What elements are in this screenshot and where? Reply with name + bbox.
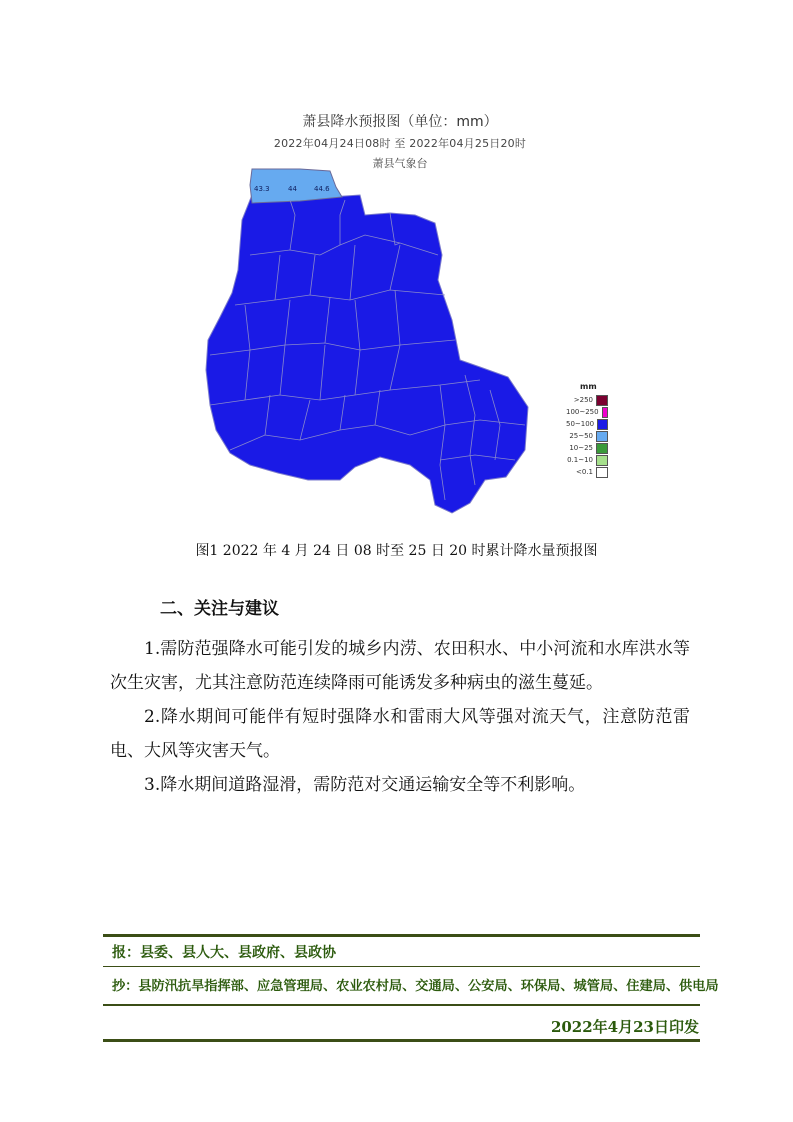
map-legend — [566, 382, 608, 478]
map-time-range: 2022年04月24日08时 至 2022年04月25日20时 — [273, 137, 527, 150]
legend-label: 50~100 — [566, 420, 595, 428]
legend-label: <0.1 — [576, 468, 593, 476]
legend-swatch — [596, 443, 608, 454]
legend-row — [566, 430, 608, 442]
figure-caption: 图1 2022 年 4 月 24 日 08 时至 25 日 20 时累计降水量预报图 — [195, 543, 598, 559]
recommendations — [110, 632, 690, 802]
map-value-3: 44.6 — [314, 185, 330, 193]
legend-row — [566, 406, 608, 418]
report-to: 报：县委、县人大、县政府、县政协 — [112, 945, 336, 961]
map-source: 萧县气象台 — [372, 157, 428, 170]
legend-label: >250 — [573, 396, 593, 404]
legend-row — [566, 442, 608, 454]
map-value-1: 43.3 — [254, 185, 270, 193]
legend-swatch — [596, 431, 608, 442]
county-region-main — [206, 195, 528, 513]
legend-swatch — [596, 467, 608, 478]
issue-date: 2022年4月23日印发 — [550, 1018, 699, 1036]
footer-mid-rule-1 — [103, 966, 700, 967]
section-heading: 二、关注与建议 — [160, 599, 279, 619]
map-title: 萧县降水预报图（单位：mm） — [302, 114, 498, 130]
legend-swatch — [596, 455, 608, 466]
legend-unit: mm — [580, 382, 597, 391]
footer-mid-rule-2 — [103, 1004, 700, 1006]
legend-label: 10~25 — [569, 444, 593, 452]
legend-swatch — [602, 407, 608, 418]
legend-label: 100~250 — [566, 408, 599, 416]
copy-to: 抄：县防汛抗旱指挥部、应急管理局、农业农村局、交通局、公安局、环保局、城管局、住建局、供电局 — [112, 979, 719, 994]
footer-bottom-rule — [103, 1039, 700, 1042]
legend-label: 25~50 — [569, 432, 593, 440]
legend-swatch — [596, 395, 608, 406]
legend-row — [566, 418, 608, 430]
legend-label: 0.1~10 — [567, 456, 593, 464]
legend-row — [566, 466, 608, 478]
legend-swatch — [597, 419, 608, 430]
footer-top-rule — [103, 934, 700, 937]
recommendation-1: 1.需防范强降水可能引发的城乡内涝、农田积水、中小河流和水库洪水等次生灾害，尤其注意防范连续降雨可能诱发多种病虫的滋生蔓延。 — [110, 639, 690, 693]
recommendation-2: 2.降水期间可能伴有短时强降水和雷雨大风等强对流天气，注意防范雷电、大风等灾害天气。 — [110, 707, 690, 761]
precipitation-map — [190, 105, 610, 525]
recommendation-3: 3.降水期间道路湿滑，需防范对交通运输安全等不利影响。 — [144, 775, 586, 795]
legend-row — [566, 454, 608, 466]
map-value-2: 44 — [288, 185, 297, 193]
legend-row — [566, 394, 608, 406]
